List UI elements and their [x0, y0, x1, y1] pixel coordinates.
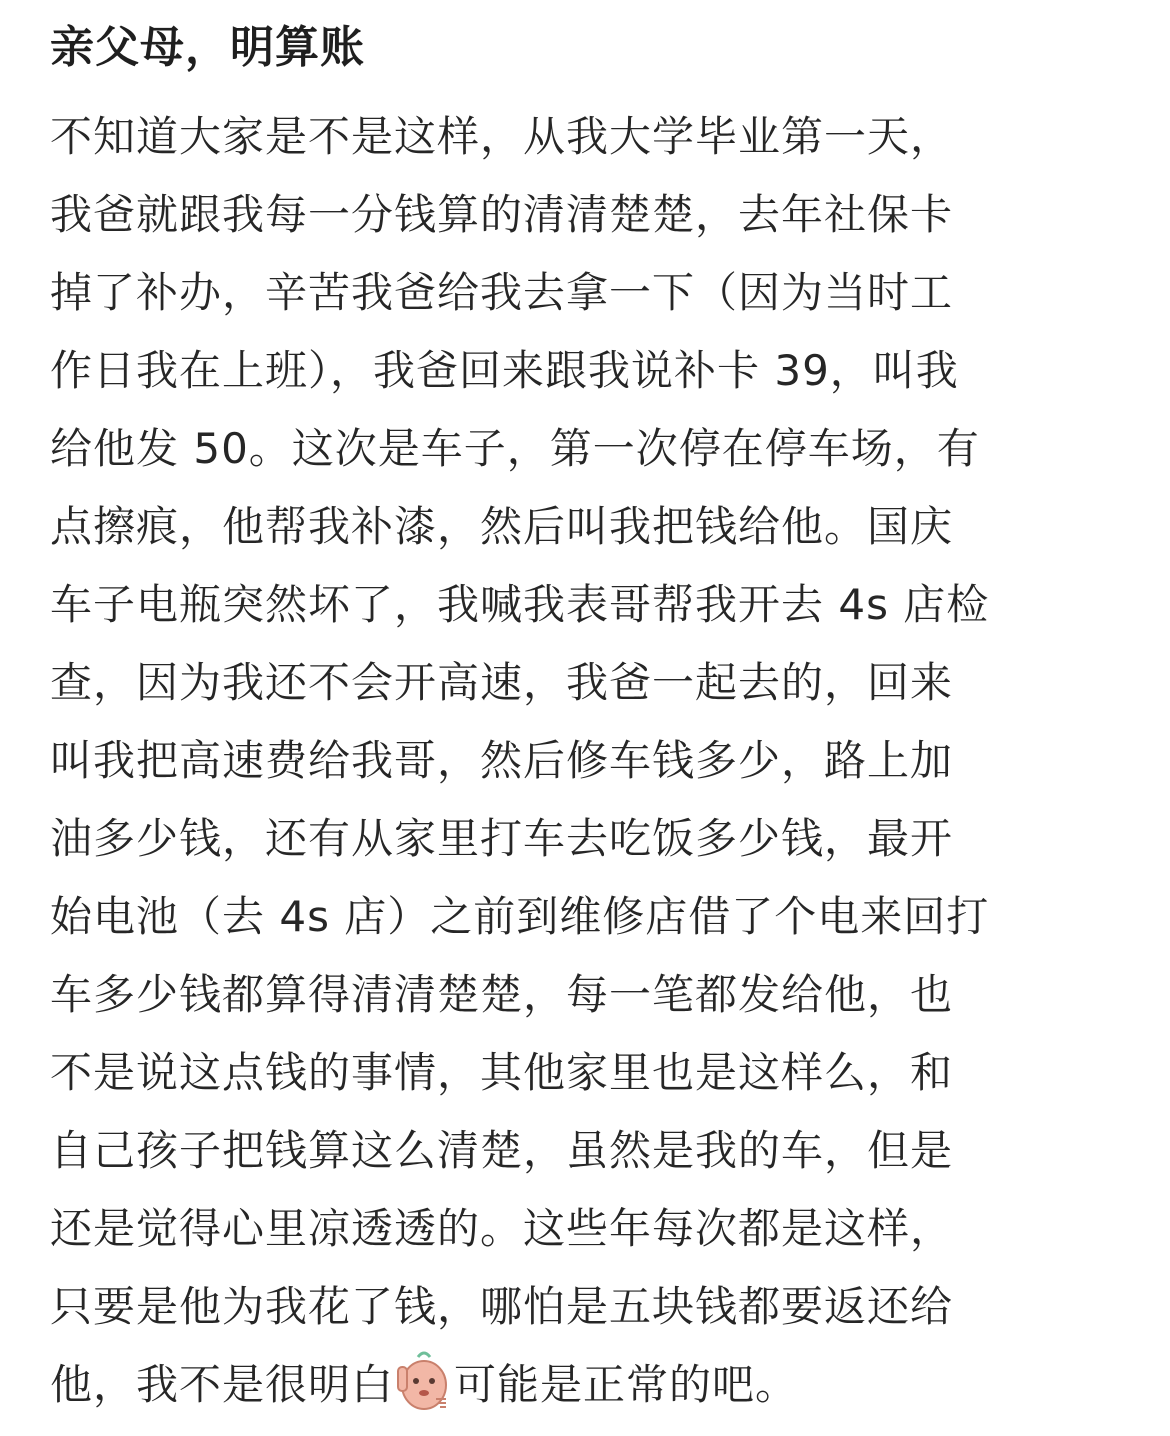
body-line: 叫我把高速费给我哥，然后修车钱多少，路上加 [50, 736, 954, 785]
body-line: 掉了补办，辛苦我爸给我去拿一下（因为当时工 [50, 268, 954, 317]
body-line: 查，因为我还不会开高速，我爸一起去的，回来 [50, 658, 954, 707]
body-line: 车子电瓶突然坏了，我喊我表哥帮我开去 4s 店检 [50, 580, 990, 629]
body-line: 油多少钱，还有从家里打车去吃饭多少钱，最开 [50, 814, 954, 863]
last-line-after: 可能是正常的吧。 [454, 1360, 799, 1409]
last-line-before: 他，我不是很明白 [50, 1360, 395, 1409]
body-line: 自己孩子把钱算这么清楚，虽然是我的车，但是 [50, 1126, 954, 1175]
body-line: 还是觉得心里凉透透的。这些年每次都是这样， [50, 1204, 954, 1253]
body-line: 车多少钱都算得清清楚楚，每一笔都发给他，也 [50, 970, 954, 1019]
body-line: 不知道大家是不是这样，从我大学毕业第一天， [50, 112, 954, 161]
body-line-last [50, 1346, 1130, 1424]
body-line: 始电池（去 4s 店）之前到维修店借了个电来回打 [50, 892, 990, 941]
body-line: 不是说这点钱的事情，其他家里也是这样么，和 [50, 1048, 954, 1097]
post-title: 亲父母，明算账 [50, 22, 365, 73]
body-line: 只要是他为我花了钱，哪怕是五块钱都要返还给 [50, 1282, 954, 1331]
post-container [50, 16, 1130, 1424]
body-line: 作日我在上班），我爸回来跟我说补卡 39，叫我 [50, 346, 959, 395]
body-line: 点擦痕，他帮我补漆，然后叫我把钱给他。国庆 [50, 502, 954, 551]
body-line: 我爸就跟我每一分钱算的清清楚楚，去年社保卡 [50, 190, 954, 239]
post-body [50, 98, 1130, 1424]
body-line: 给他发 50。这次是车子，第一次停在停车场，有 [50, 424, 980, 473]
thinking-emoji-icon [396, 1347, 452, 1411]
